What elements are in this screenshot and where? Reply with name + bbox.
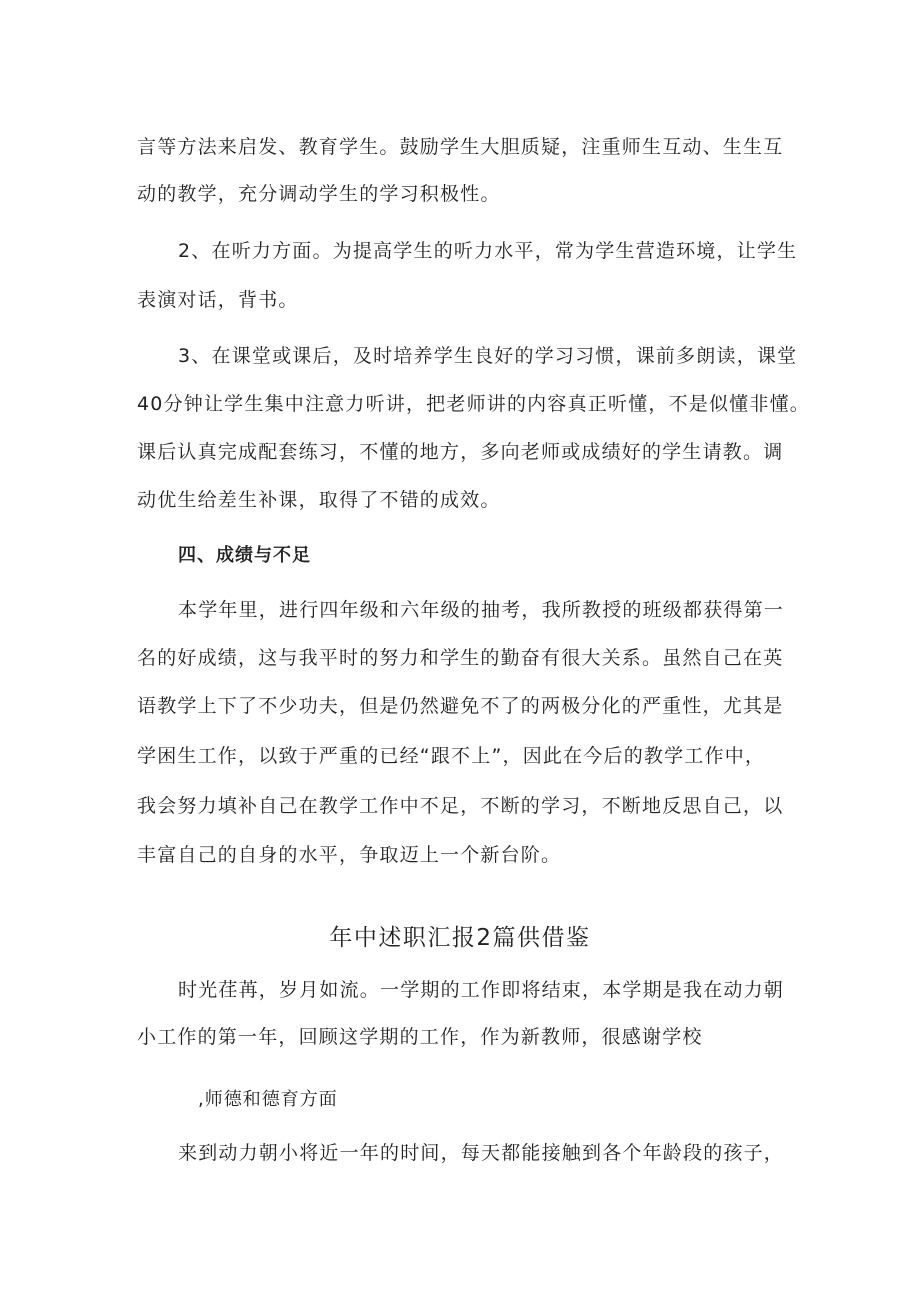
- text-line: 语教学上下了不少功夫，但是仍然避免不了的两极分化的严重性，尤其是: [137, 695, 784, 717]
- text-line: 小工作的第一年，回顾这学期的工作，作为新教师，很感谢学校: [137, 1026, 703, 1048]
- text-line: 3、在课堂或课后，及时培养学生良好的学习习惯，课前多朗读，课堂: [178, 345, 798, 367]
- text-line: 言等方法来启发、教育学生。鼓励学生大胆质疑，注重师生互动、生生互: [137, 136, 784, 158]
- text-line: 我会努力填补自己在教学工作中不足，不断的学习，不断地反思自己，以: [137, 795, 784, 817]
- sub-heading: ,师德和德育方面: [198, 1089, 338, 1110]
- document-title: 年中述职汇报2篇供借鉴: [329, 925, 591, 951]
- text-line: 来到动力朝小将近一年的时间，每天都能接触到各个年龄段的孩子，: [178, 1142, 785, 1164]
- text-line: 2、在听力方面。为提高学生的听力水平，常为学生营造环境，让学生: [178, 240, 798, 262]
- text-line: 动的教学，充分调动学生的学习积极性。: [137, 183, 501, 205]
- text-line: 课后认真完成配套练习，不懂的地方，多向老师或成绩好的学生请教。调: [137, 441, 784, 463]
- text-line: 学困生工作，以致于严重的已经“跟不上”，因此在今后的教学工作中，: [137, 745, 766, 767]
- text-line: 本学年里，进行四年级和六年级的抽考，我所教授的班级都获得第一: [178, 599, 785, 621]
- text-line: 时光荏苒，岁月如流。一学期的工作即将结束，本学期是我在动力朝: [178, 979, 785, 1001]
- text-line: 动优生给差生补课，取得了不错的成效。: [137, 489, 501, 511]
- section-heading: 四、成绩与不足: [178, 545, 311, 566]
- text-line: 40分钟让学生集中注意力听讲，把老师讲的内容真正听懂，不是似懂非懂。: [137, 393, 810, 415]
- text-line: 名的好成绩，这与我平时的努力和学生的勤奋有很大关系。虽然自己在英: [137, 647, 784, 669]
- text-line: 丰富自己的自身的水平，争取迈上一个新台阶。: [137, 844, 562, 866]
- text-line: 表演对话，背书。: [137, 289, 299, 311]
